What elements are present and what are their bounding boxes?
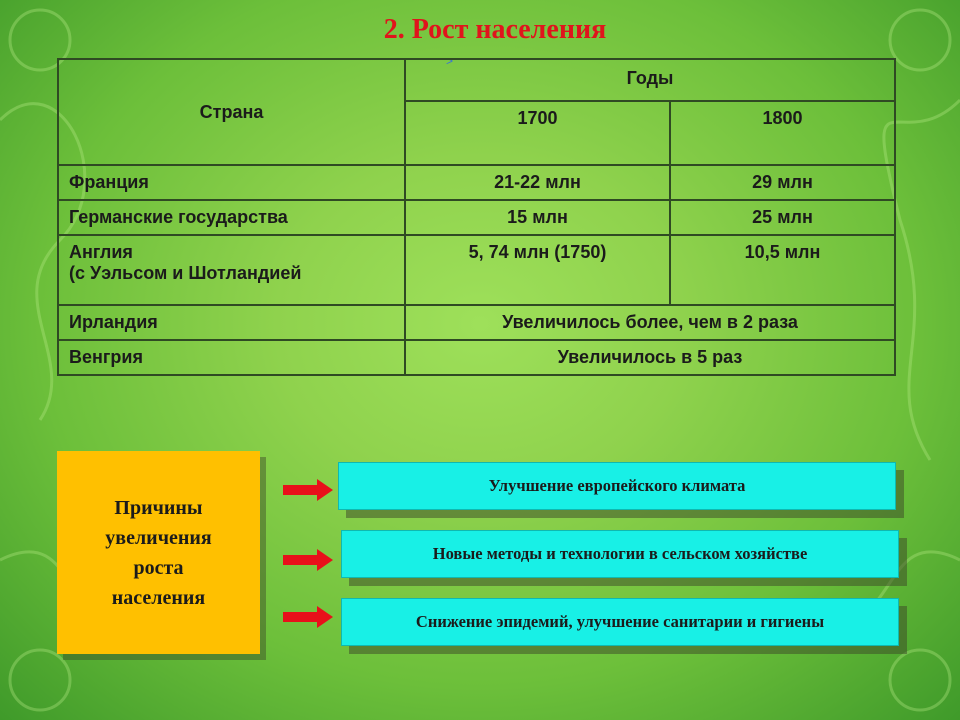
country-cell: Венгрия	[58, 340, 405, 375]
country-cell: Германские государства	[58, 200, 405, 235]
table-row	[58, 200, 895, 235]
merged-value-cell: Увеличилось более, чем в 2 раза	[405, 305, 895, 340]
header-country: Страна	[58, 59, 405, 165]
value-1700-cell: 21-22 млн	[405, 165, 670, 200]
cursor-mark-icon: >	[446, 54, 454, 68]
arrow-right-icon	[283, 606, 333, 628]
header-years: Годы	[405, 59, 895, 101]
value-1700-cell: 15 млн	[405, 200, 670, 235]
country-cell: Ирландия	[58, 305, 405, 340]
merged-value-cell: Увеличилось в 5 раз	[405, 340, 895, 375]
header-year-1800: 1800	[670, 101, 895, 165]
country-line-1: Англия	[69, 242, 133, 262]
country-cell	[58, 235, 405, 305]
cause-item: Снижение эпидемий, улучшение санитарии и гигиены	[341, 598, 899, 646]
table-header-row	[58, 59, 895, 101]
arrow-right-icon	[283, 549, 333, 571]
table-row	[58, 165, 895, 200]
country-cell: Франция	[58, 165, 405, 200]
causes-label-line: Причины	[114, 496, 203, 519]
country-line-2: (с Уэльсом и Шотландией	[69, 263, 302, 283]
arrow-right-icon	[283, 479, 333, 501]
value-1800-cell: 25 млн	[670, 200, 895, 235]
causes-label-line: увеличения	[105, 526, 212, 549]
table-row	[58, 235, 895, 305]
value-1800-cell: 29 млн	[670, 165, 895, 200]
causes-label-line: роста	[133, 556, 184, 579]
page-title: 2. Рост населения	[383, 14, 607, 45]
causes-label-box	[57, 451, 260, 654]
value-1700-cell: 5, 74 млн (1750)	[405, 235, 670, 305]
population-table	[57, 58, 896, 376]
header-year-1700: 1700	[405, 101, 670, 165]
cause-item: Улучшение европейского климата	[338, 462, 896, 510]
value-1800-cell: 10,5 млн	[670, 235, 895, 305]
causes-label-line: населения	[111, 586, 206, 609]
table-row	[58, 305, 895, 340]
table-row	[58, 340, 895, 375]
cause-item: Новые методы и технологии в сельском хозяйстве	[341, 530, 899, 578]
